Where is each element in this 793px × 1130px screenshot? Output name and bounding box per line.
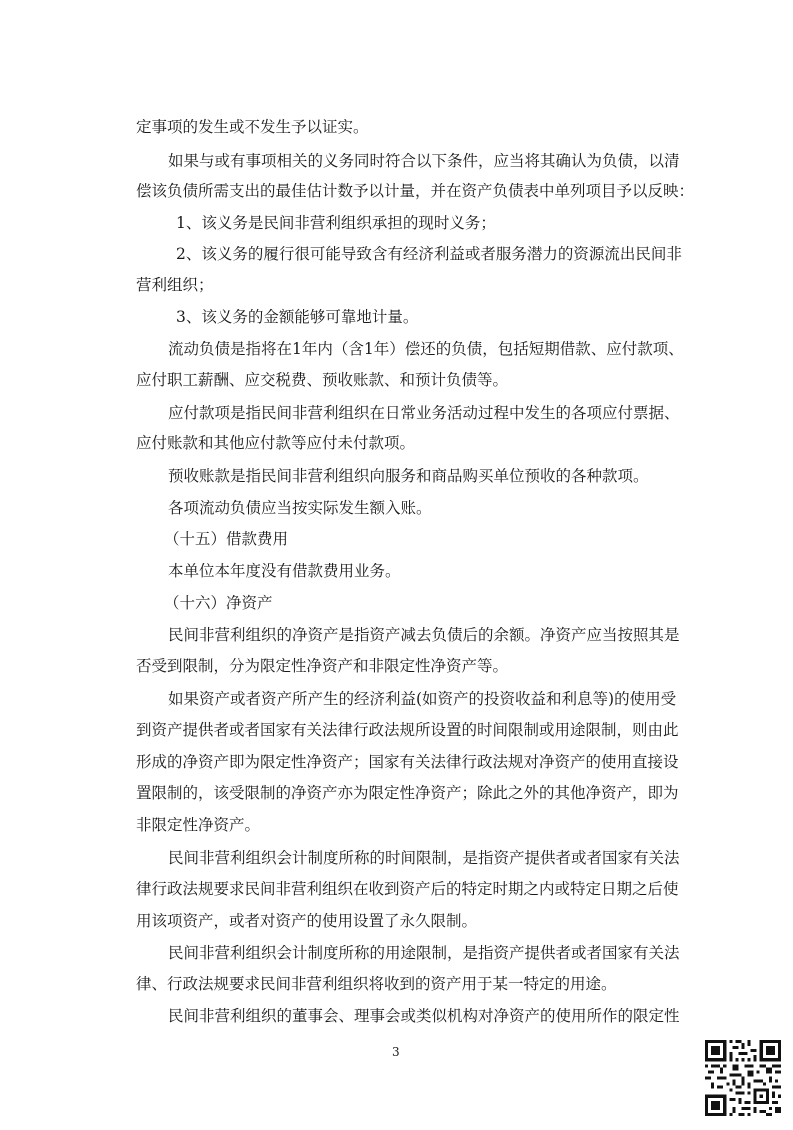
text-line: 如果与或有事项相关的义务同时符合以下条件，应当将其确认为负债，以清 (168, 152, 680, 170)
text-line: 民间非营利组织的净资产是指资产减去负债后的余额。净资产应当按照其是 (168, 626, 680, 644)
text-line: 民间非营利组织的董事会、理事会或类似机构对净资产的使用所作的限定性 (168, 1007, 680, 1025)
text-line: 律、行政法规要求民间非营利组织将收到的资产用于某一特定的用途。 (136, 975, 617, 993)
text-line: 到资产提供者或者国家有关法律行政法规所设置的时间限制或用途限制，则由此 (136, 721, 679, 739)
list-item: 1、该义务是民间非营利组织承担的现时义务； (176, 214, 496, 232)
text-line: 偿该负债所需支出的最佳估计数予以计量，并在资产负债表中单列项目予以反映： (136, 182, 695, 200)
section-heading: （十六）净资产 (164, 594, 273, 612)
text-line: 非限定性净资产。 (136, 816, 261, 834)
text-line: 置限制的，该受限制的净资产亦为限定性净资产；除此之外的其他净资产，即为 (136, 784, 679, 802)
text-line: 各项流动负债应当按实际发生额入账。 (168, 499, 432, 517)
text-line: 应付款项是指民间非营利组织在日常业务活动过程中发生的各项应付票据、 (168, 404, 680, 422)
text-line: 营利组织； (136, 276, 214, 294)
text-line: 律行政法规要求民间非营利组织在收到资产后的特定时期之内或特定日期之后使 (136, 880, 679, 898)
text-line: 本单位本年度没有借款费用业务。 (168, 562, 401, 580)
page-number: 3 (392, 1045, 400, 1059)
qr-code-icon (705, 1040, 781, 1116)
text-line: 应付账款和其他应付款等应付未付款项。 (136, 434, 416, 452)
text-line: 如果资产或者资产所产生的经济利益(如资产的投资收益和利息等)的使用受 (168, 690, 677, 708)
list-item: 2、该义务的履行很可能导致含有经济利益或者服务潜力的资源流出民间非 (176, 245, 682, 263)
section-heading: （十五）借款费用 (164, 530, 289, 548)
text-line: 定事项的发生或不发生予以证实。 (136, 118, 369, 136)
text-line: 民间非营利组织会计制度所称的时间限制，是指资产提供者或者国家有关法 (168, 849, 680, 867)
list-item: 3、该义务的金额能够可靠地计量。 (176, 308, 419, 326)
text-line: 否受到限制，分为限定性净资产和非限定性净资产等。 (136, 657, 509, 675)
text-line: 形成的净资产即为限定性净资产；国家有关法律行政法规对净资产的使用直接设 (136, 753, 679, 771)
text-line: 应付职工薪酬、应交税费、预收账款、和预计负债等。 (136, 371, 509, 389)
text-line: 流动负债是指将在1年内（含1年）偿还的负债，包括短期借款、应付款项、 (168, 340, 684, 358)
text-line: 民间非营利组织会计制度所称的用途限制，是指资产提供者或者国家有关法 (168, 944, 680, 962)
text-line: 用该项资产，或者对资产的使用设置了永久限制。 (136, 912, 478, 930)
text-line: 预收账款是指民间非营利组织向服务和商品购买单位预收的各种款项。 (168, 467, 649, 485)
